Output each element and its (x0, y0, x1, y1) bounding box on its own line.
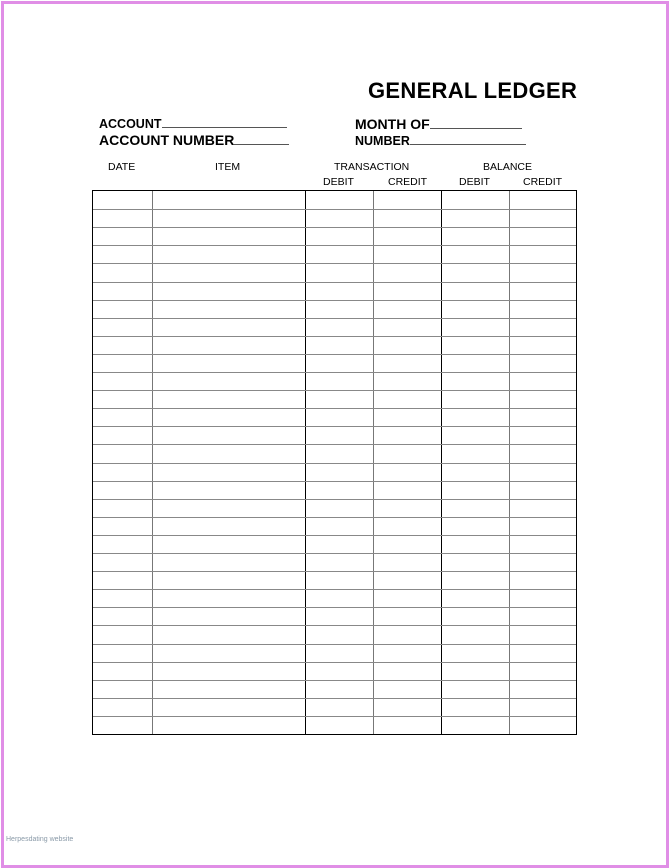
ledger-row-line (93, 499, 576, 500)
balance-column-header: BALANCE (483, 161, 533, 173)
ledger-row-line (93, 553, 576, 554)
number-field (355, 134, 526, 148)
transaction-debit-header: DEBIT (323, 176, 354, 188)
ledger-row-line (93, 698, 576, 699)
ledger-row-line (93, 517, 576, 518)
ledger-row-line (93, 535, 576, 536)
ledger-table (92, 190, 577, 735)
ledger-row-line (93, 209, 576, 210)
month-blank-line (430, 118, 522, 129)
ledger-row-line (93, 571, 576, 572)
ledger-row-line (93, 625, 576, 626)
ledger-row-line (93, 354, 576, 355)
ledger-row-line (93, 300, 576, 301)
account-number-blank-line (234, 134, 289, 145)
ledger-row-line (93, 481, 576, 482)
ledger-row-line (93, 227, 576, 228)
account-field (99, 117, 287, 131)
ledger-row-line (93, 263, 576, 264)
ledger-row-line (93, 607, 576, 608)
number-blank-line (410, 134, 526, 145)
ledger-row-line (93, 680, 576, 681)
date-column-header: DATE (108, 161, 136, 173)
account-number-field (99, 132, 289, 148)
transaction-credit-header: CREDIT (388, 176, 428, 188)
ledger-row-line (93, 716, 576, 717)
month-field (355, 116, 522, 132)
transaction-column-header: TRANSACTION (334, 161, 410, 173)
ledger-row-line (93, 318, 576, 319)
balance-credit-header: CREDIT (523, 176, 563, 188)
month-label: MONTH OF (355, 116, 430, 132)
ledger-row-line (93, 662, 576, 663)
account-blank-line (162, 117, 287, 128)
ledger-row-line (93, 426, 576, 427)
item-column-header: ITEM (215, 161, 241, 173)
ledger-row-line (93, 589, 576, 590)
watermark-text: Herpesdating website (6, 836, 74, 843)
ledger-row-line (93, 245, 576, 246)
document-title: GENERAL LEDGER (368, 78, 578, 103)
ledger-row-line (93, 408, 576, 409)
ledger-row-line (93, 282, 576, 283)
account-number-label: ACCOUNT NUMBER (99, 132, 235, 148)
ledger-row-line (93, 390, 576, 391)
ledger-row-line (93, 336, 576, 337)
account-label: ACCOUNT (99, 117, 162, 131)
ledger-row-line (93, 444, 576, 445)
ledger-row-line (93, 372, 576, 373)
ledger-row-line (93, 644, 576, 645)
balance-debit-header: DEBIT (459, 176, 490, 188)
ledger-row-line (93, 463, 576, 464)
number-label: NUMBER (355, 134, 410, 148)
